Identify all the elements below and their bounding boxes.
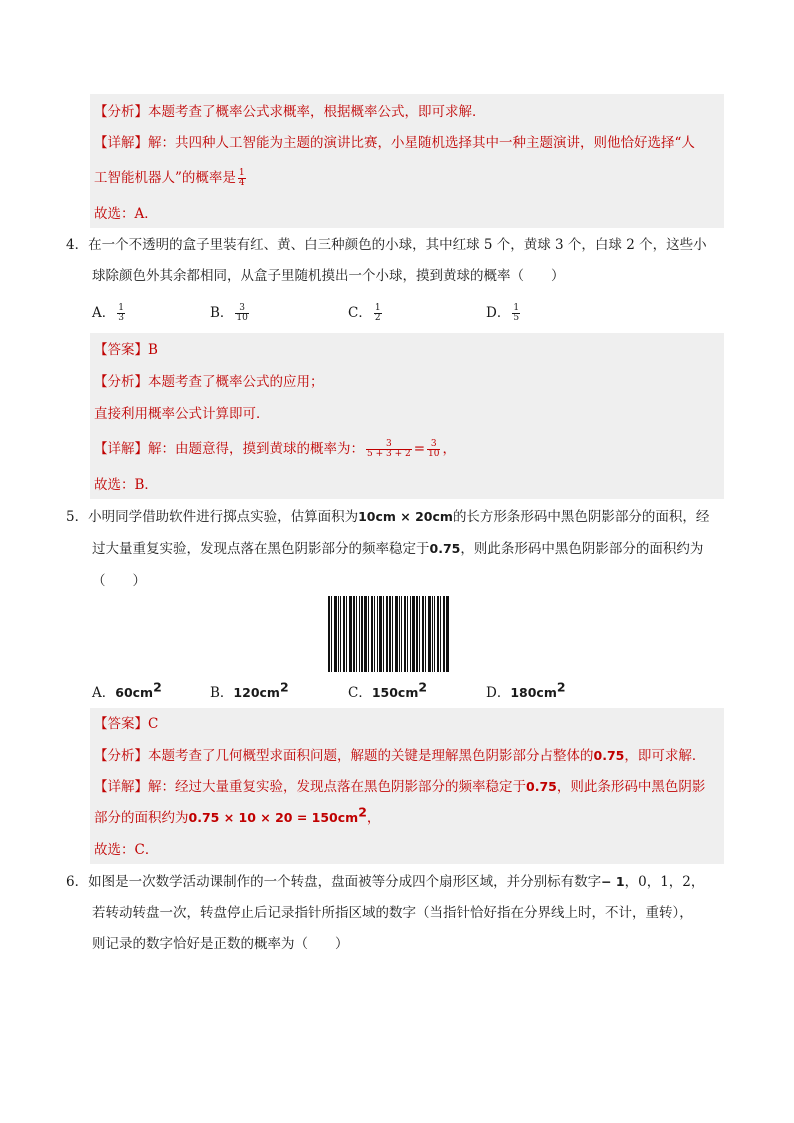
option-letter: C． [348,305,372,321]
answer-value: C [148,716,159,732]
option-fraction [512,304,520,323]
analysis-tag: 【分析】 [94,374,148,390]
q4-detail [94,439,456,459]
fraction-numerator: 3 [239,303,246,313]
analysis-text: 本题考查了概率公式求概率，根据概率公式，即可求解． [148,104,486,120]
option-value: 120cm [233,685,280,700]
q4-stem-line1 [66,235,707,255]
q5-detail-line2 [94,804,381,828]
detail-text: 解：经过大量重复实验，发现点落在黑色阴影部分的频率稳定于 [148,779,526,795]
detail-tag: 【详解】 [94,441,148,457]
barcode-bar [432,596,433,672]
fraction-denominator: 4 [238,178,245,188]
barcode-bar [374,596,375,672]
answer-tag: 【答案】 [94,716,148,732]
detail-text: 部分的面积约为 [94,810,189,826]
q6-stem-line1 [66,872,704,892]
q5-analysis [94,746,705,766]
barcode-bar [349,596,352,672]
answer-value: B [148,342,158,358]
barcode-bar [346,596,347,672]
analysis-tag: 【分析】 [94,748,148,764]
math-expression: 0.75 × 10 × 20 = 150cm [188,810,359,825]
q5-detail-line1 [94,777,705,797]
punctuation: ， [366,810,381,826]
q5-stem-line1 [66,507,709,527]
superscript: 2 [418,679,428,695]
option-letter: C． [348,685,372,701]
barcode-bar [377,596,378,672]
barcode-bar [419,596,420,672]
barcode-bar [440,596,441,672]
fraction-denominator: 10 [428,449,440,459]
q5-answer [94,714,158,734]
fraction [366,440,412,459]
q4-stem-line2: 球除颜色外其余都相同，从盒子里随机摸出一个小球，摸到黄球的概率（ ） [92,268,565,284]
barcode-bar [407,596,408,672]
question-number: 4． [66,237,89,253]
barcode-bar [328,596,330,672]
q5-option-d [486,679,566,703]
barcode-bar [340,596,341,672]
q6-stem-line2: 若转动转盘一次，转盘停止后记录指针所指区域的数字（当指针恰好指在分界线上时，不计，重转）， [92,905,693,921]
q4-option-c [348,303,384,323]
question-number: 5． [66,509,89,525]
barcode-bar [422,596,424,672]
barcode-bar [368,596,369,672]
option-letter: B． [210,685,234,701]
q5-conclusion: 故选：C． [94,842,159,858]
question-text: 小明同学借助软件进行掷点实验，估算面积为 [88,509,359,525]
math-expression: 0.75 [429,541,461,556]
barcode-bar [334,596,337,672]
fraction [427,440,440,459]
barcode-bar [356,596,357,672]
barcode-bar [428,596,431,672]
barcode-bar [401,596,402,672]
option-value: 180cm [510,685,557,700]
q3-detail-line1 [94,133,695,153]
q4-analysis-line1 [94,372,324,392]
q4-option-d [486,303,522,323]
q3-analysis [94,102,486,122]
detail-text: 解：由题意得，摸到黄球的概率为： [148,441,364,457]
option-value: 150cm [371,685,419,700]
question-text: ，则此条形码中黑色阴影部分的面积约为 [460,541,704,557]
q5-option-c [348,679,428,703]
option-fraction [235,304,248,323]
fraction-denominator: 5 + 3 + 2 [367,449,411,459]
analysis-text: ，即可求解． [624,748,706,764]
detail-text: ，则此条形码中黑色阴影 [556,779,706,795]
math-expression: 10cm × 20cm [358,509,453,524]
barcode-bar [353,596,355,672]
fraction-numerator: 3 [430,439,437,449]
barcode-bar [389,596,391,672]
q4-option-b [210,303,251,323]
fraction-denominator: 10 [236,313,248,323]
barcode-bar [379,596,382,672]
barcode-image [328,596,460,672]
superscript: 2 [279,679,289,695]
barcode-bar [410,596,411,672]
detail-tag: 【详解】 [94,135,148,151]
q4-option-a [92,303,127,323]
q5-option-a [92,679,162,703]
barcode-bar [343,596,345,672]
barcode-bar [437,596,439,672]
barcode-bar [392,596,393,672]
fraction-numerator: 1 [513,303,520,313]
barcode-bar [364,596,367,672]
barcode-bar [371,596,373,672]
barcode-bar [412,596,415,672]
q3-detail-line2 [94,168,248,188]
option-letter: B． [210,305,234,321]
barcode-bar [338,596,339,672]
barcode-bar [383,596,384,672]
q4-answer [94,340,158,360]
superscript: 2 [153,679,162,695]
q4-analysis-line2: 直接利用概率公式计算即可． [94,406,270,422]
analysis-text: 本题考查了概率公式的应用； [148,374,324,390]
option-letter: D． [486,685,511,701]
q3-conclusion: 故选：A． [94,206,158,222]
option-letter: D． [486,305,511,321]
q5-option-b [210,679,289,703]
analysis-tag: 【分析】 [94,104,148,120]
fraction-numerator: 1 [118,303,124,313]
question-text: 过大量重复实验，发现点落在黑色阴影部分的频率稳定于 [92,541,430,557]
fraction-denominator: 3 [118,313,124,323]
barcode-bar [395,596,398,672]
fraction-denominator: 2 [374,313,381,323]
barcode-bar [331,596,332,672]
barcode-bar [443,596,445,672]
barcode-bar [361,596,363,672]
option-letter: A． [92,305,116,321]
detail-tag: 【详解】 [94,779,148,795]
q6-stem-line3: 则记录的数字恰好是正数的概率为（ ） [92,936,349,952]
question-number: 6． [66,874,89,890]
math-expression: − 1 [601,874,625,889]
barcode-bar [416,596,418,672]
superscript: 2 [556,679,566,695]
analysis-text: 本题考查了几何概型求面积问题，解题的关键是理解黑色阴影部分占整体的 [148,748,594,764]
fraction-denominator: 5 [513,313,520,323]
q5-stem-line2 [92,539,703,559]
math-expression: 0.75 [526,779,557,794]
option-fraction [117,304,125,323]
fraction [238,169,246,188]
barcode-bar [425,596,426,672]
barcode-bar [399,596,400,672]
math-expression: 0.75 [593,748,625,763]
q4-conclusion: 故选：B． [94,477,158,493]
question-text: 如图是一次数学活动课制作的一个转盘，盘面被等分成四个扇形区域，并分别标有数字 [88,874,602,890]
barcode-bar [359,596,360,672]
equals-sign: = [413,441,426,457]
fraction-numerator: 1 [238,168,245,178]
barcode-bar [446,596,449,672]
option-value: 60cm [115,685,154,700]
fraction-numerator: 3 [385,439,392,449]
answer-tag: 【答案】 [94,342,148,358]
barcode-bar [434,596,435,672]
question-text: 在一个不透明的盒子里装有红、黄、白三种颜色的小球，其中红球 5 个，黄球 3 个，白球 2 个，这些小 [88,237,707,253]
question-text: ，0，1，2， [624,874,705,890]
superscript: 2 [358,804,367,820]
option-fraction [374,304,382,323]
punctuation: ， [442,441,456,457]
option-letter: A． [92,685,116,701]
detail-text-2: 工智能机器人”的概率是 [94,170,236,186]
question-text: 的长方形条形码中黑色阴影部分的面积，经 [452,509,710,525]
detail-text: 解：共四种人工智能为主题的演讲比赛，小星随机选择其中一种主题演讲，则他恰好选择“人 [148,135,695,151]
q5-stem-line3: （ ） [92,573,146,589]
barcode-bar [386,596,388,672]
fraction-numerator: 1 [374,303,381,313]
barcode-bar [404,596,406,672]
